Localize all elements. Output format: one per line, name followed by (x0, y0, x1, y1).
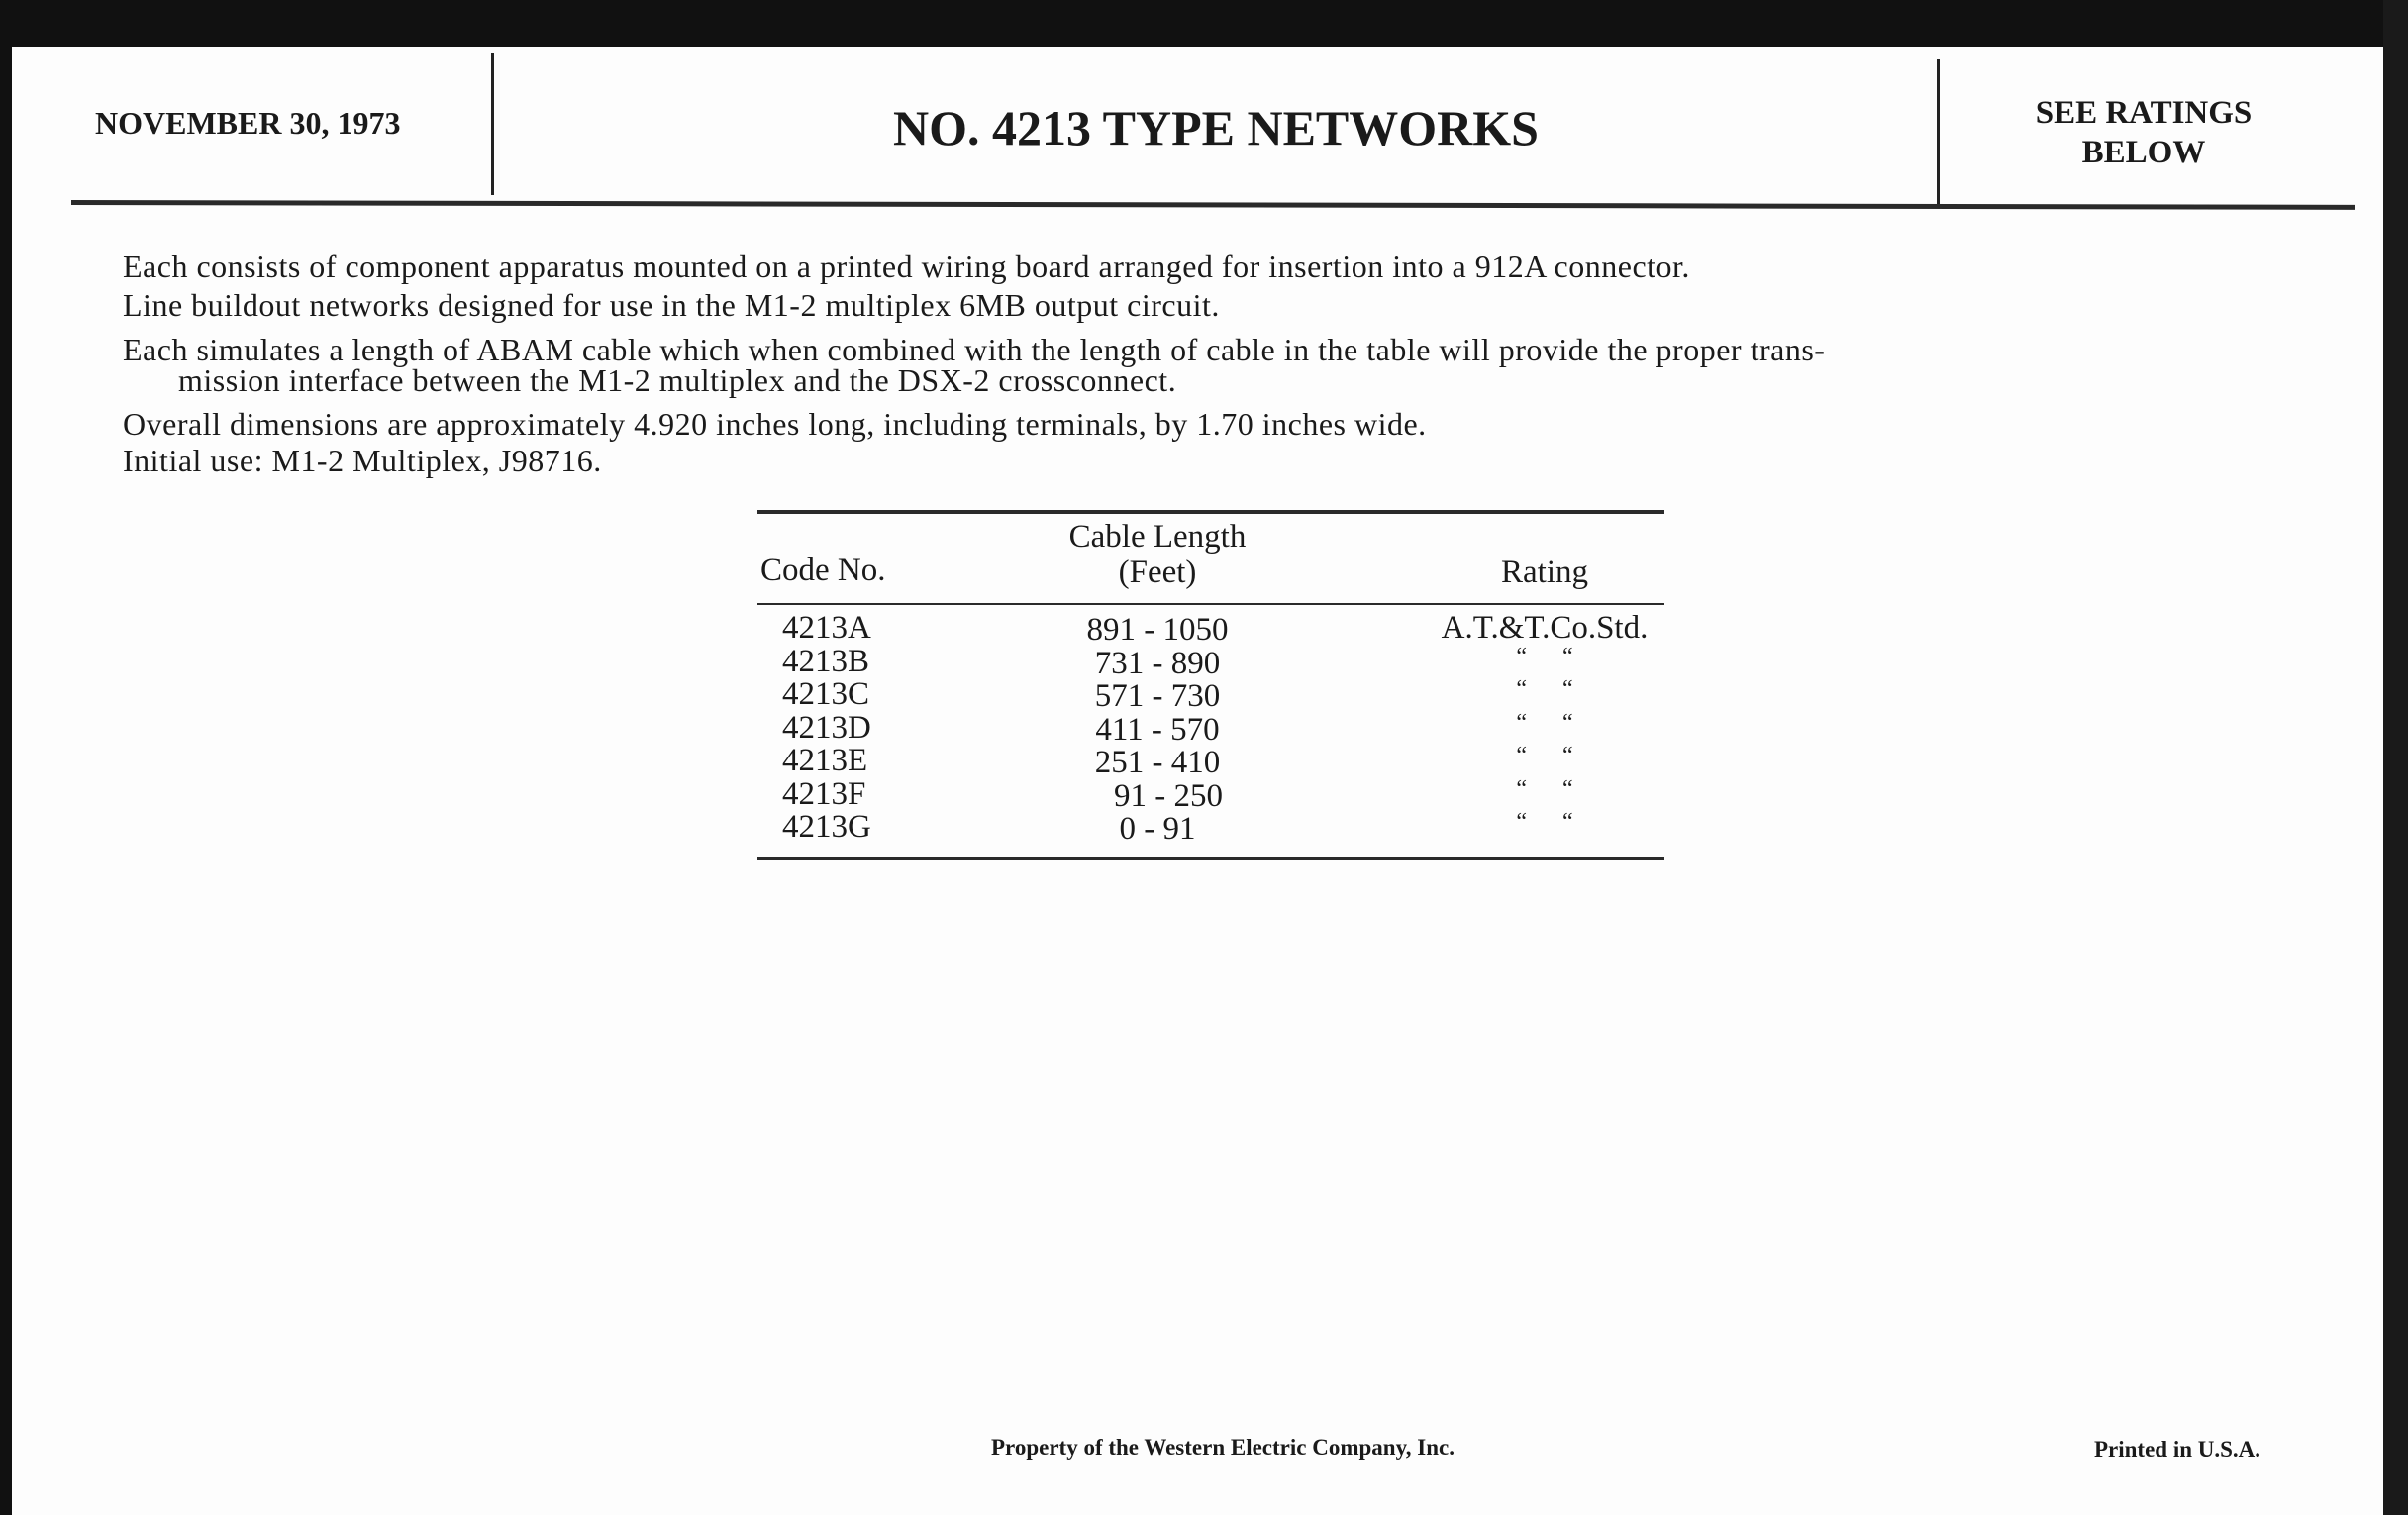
rating-cell: “ “ (1516, 644, 1573, 669)
table-bottom-rule (757, 857, 1664, 860)
description-line: Each simulates a length of ABAM cable which when combined with the length of cable in the table will provide the proper trans- (123, 332, 1826, 367)
code-cell: 4213E (782, 743, 868, 778)
header-divider-right (1937, 59, 1940, 204)
issue-date: NOVEMBER 30, 1973 (95, 105, 401, 141)
rating-cell: “ “ (1516, 676, 1573, 702)
code-cell: 4213A (782, 610, 871, 646)
table-top-rule (757, 510, 1664, 514)
description-line: Overall dimensions are approximately 4.920 inches long, including terminals, by 1.70 inches wide. (123, 406, 1427, 442)
page-title: NO. 4213 TYPE NETWORKS (893, 100, 1539, 155)
table-header-rule (757, 603, 1664, 605)
length-cell: 891 - 1050 (1086, 612, 1229, 648)
length-cell: 571 - 730 (1094, 678, 1221, 714)
code-cell: 4213G (782, 809, 871, 845)
length-cell: 0 - 91 (1119, 811, 1196, 847)
code-cell: 4213B (782, 644, 870, 679)
header-rating: Rating (1501, 555, 1588, 590)
length-cell: 251 - 410 (1094, 745, 1221, 780)
code-cell: 4213D (782, 710, 871, 746)
property-notice: Property of the Western Electric Company, Inc. (990, 1435, 1455, 1460)
scan-edge (2383, 0, 2408, 1515)
description-line: Each consists of component apparatus mounted on a printed wiring board arranged for insertion into a 912A connector. (123, 249, 1690, 284)
ratings-note-line2: BELOW (2081, 135, 2206, 170)
description-line: Initial use: M1-2 Multiplex, J98716. (123, 443, 602, 478)
rating-cell: A.T.&T.Co.Std. (1441, 610, 1649, 646)
printed-notice: Printed in U.S.A. (2093, 1437, 2261, 1462)
description-line: mission interface between the M1-2 multiplex and the DSX-2 crossconnect. (178, 362, 1177, 398)
header-length-line1: Cable Length (1068, 519, 1247, 555)
rating-cell: “ “ (1516, 776, 1573, 802)
length-cell: 731 - 890 (1094, 646, 1221, 681)
header-divider-left (491, 53, 494, 195)
description-line: Line buildout networks designed for use in the M1-2 multiplex 6MB output circuit. (123, 287, 1220, 323)
length-cell: 91 - 250 (1114, 778, 1223, 814)
ratings-note-line1: SEE RATINGS (2035, 95, 2253, 131)
code-cell: 4213C (782, 676, 870, 712)
rating-cell: “ “ (1516, 710, 1573, 736)
rating-cell: “ “ (1516, 743, 1573, 768)
ratings-note (2036, 93, 2253, 172)
code-cell: 4213F (782, 776, 866, 812)
rating-cell: “ “ (1516, 809, 1573, 835)
length-cell: 411 - 570 (1095, 712, 1220, 748)
header-code: Code No. (760, 553, 886, 588)
header-length-line2: (Feet) (1118, 555, 1197, 590)
